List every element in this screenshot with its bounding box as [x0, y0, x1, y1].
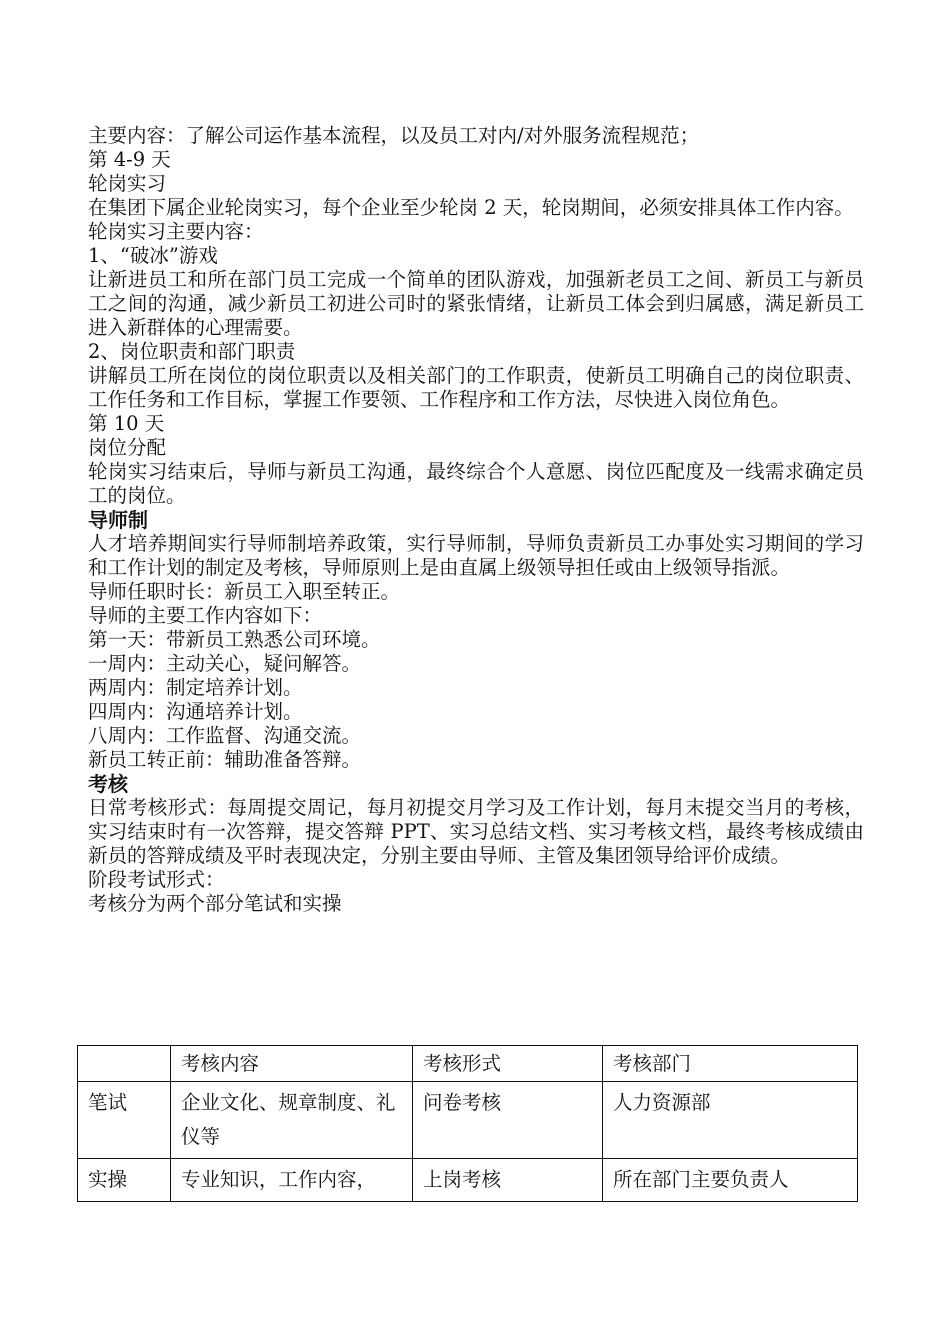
table-cell: 企业文化、规章制度、礼仪等 [171, 1082, 413, 1159]
list-item-title: 2、岗位职责和部门职责 [88, 340, 296, 363]
day-heading: 第 10 天 [88, 412, 165, 435]
section-subtitle: 轮岗实习 [88, 172, 167, 195]
list-item: 八周内：工作监督、沟通交流。 [88, 724, 362, 747]
day-heading: 第 4-9 天 [88, 148, 171, 171]
table-row [78, 1159, 858, 1202]
text-line: 阶段考试形式： [88, 868, 225, 891]
document-body [88, 124, 864, 916]
list-item: 新员工转正前：辅助准备答辩。 [88, 748, 362, 771]
text-line: 导师的主要工作内容如下： [88, 604, 323, 627]
paragraph: 在集团下属企业轮岗实习，每个企业至少轮岗 2 天，轮岗期间，必须安排具体工作内容。 [88, 196, 854, 219]
paragraph: 讲解员工所在岗位的岗位职责以及相关部门的工作职责，使新员工明确自己的岗位职责、工作任务和工作目标，掌握工作要领、工作程序和工作方法，尽快进入岗位角色。 [88, 364, 864, 411]
table-cell: 问卷考核 [413, 1082, 603, 1159]
text-line: 主要内容：了解公司运作基本流程，以及员工对内/对外服务流程规范； [88, 124, 700, 147]
table-header-row [78, 1046, 858, 1082]
section-heading-assessment: 考核 [88, 772, 128, 796]
list-item: 两周内：制定培养计划。 [88, 676, 303, 699]
paragraph: 日常考核形式：每周提交周记，每月初提交月学习及工作计划，每月末提交当月的考核，实习结束时有一次答辩，提交答辩 PPT、实习总结文档、实习考核文档，最终考核成绩由新员的答辩成绩及平时表现决定，分别主要由导师、主管及集团领导给评价成绩。 [88, 796, 864, 867]
list-item: 四周内：沟通培养计划。 [88, 700, 303, 723]
section-subtitle: 岗位分配 [88, 436, 167, 459]
text-line: 考核分为两个部分笔试和实操 [88, 892, 342, 915]
list-item: 一周内：主动关心，疑问解答。 [88, 652, 362, 675]
table-header-cell: 考核形式 [413, 1046, 603, 1082]
table-cell: 实操 [78, 1159, 171, 1202]
paragraph: 人才培养期间实行导师制培养政策，实行导师制，导师负责新员工办事处实习期间的学习和工作计划的制定及考核，导师原则上是由直属上级领导担任或由上级领导指派。 [88, 532, 864, 579]
table-header-cell [78, 1046, 171, 1082]
section-heading-mentor: 导师制 [88, 508, 148, 532]
table-row [78, 1082, 858, 1159]
paragraph: 轮岗实习结束后，导师与新员工沟通，最终综合个人意愿、岗位匹配度及一线需求确定员工的岗位。 [88, 460, 864, 507]
table-cell: 人力资源部 [603, 1082, 858, 1159]
text-line: 导师任职时长：新员工入职至转正。 [88, 580, 401, 603]
list-item-title: 1、“破冰”游戏 [88, 244, 218, 267]
table-header-cell: 考核部门 [603, 1046, 858, 1082]
table-cell: 专业知识，工作内容， [171, 1159, 413, 1202]
text-line: 轮岗实习主要内容： [88, 220, 264, 243]
table-cell: 所在部门主要负责人 [603, 1159, 858, 1202]
table-cell: 笔试 [78, 1082, 171, 1159]
paragraph: 让新进员工和所在部门员工完成一个简单的团队游戏，加强新老员工之间、新员工与新员工之间的沟通，减少新员工初进公司时的紧张情绪，让新员工体会到归属感，满足新员工进入新群体的心理需要。 [88, 268, 864, 339]
assessment-table [77, 1045, 858, 1202]
table-header-cell: 考核内容 [171, 1046, 413, 1082]
table-cell: 上岗考核 [413, 1159, 603, 1202]
list-item: 第一天：带新员工熟悉公司环境。 [88, 628, 381, 651]
